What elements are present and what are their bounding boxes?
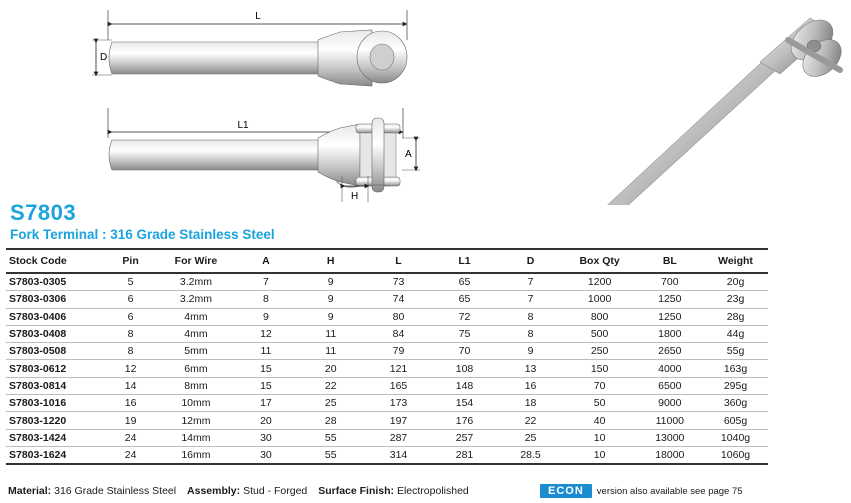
table-cell: 9 bbox=[498, 343, 562, 360]
table-cell: 16 bbox=[498, 377, 562, 394]
table-cell: 55 bbox=[295, 446, 366, 464]
table-cell: 4000 bbox=[637, 360, 704, 377]
table-cell: 55g bbox=[703, 343, 768, 360]
column-header: For Wire bbox=[155, 249, 237, 273]
table-cell: 74 bbox=[366, 291, 430, 308]
table-cell: 25 bbox=[498, 429, 562, 446]
table-cell: S7803-1624 bbox=[6, 446, 106, 464]
table-row bbox=[6, 325, 768, 342]
table-cell: 18 bbox=[498, 395, 562, 412]
table-cell: 8 bbox=[237, 291, 295, 308]
table-cell: 6 bbox=[106, 291, 155, 308]
table-cell: 17 bbox=[237, 395, 295, 412]
table-cell: 121 bbox=[366, 360, 430, 377]
table-cell: 30 bbox=[237, 429, 295, 446]
dimension-label-L: L bbox=[255, 11, 261, 22]
table-cell: 11000 bbox=[637, 412, 704, 429]
table-row bbox=[6, 446, 768, 464]
table-cell: 22 bbox=[498, 412, 562, 429]
table-row bbox=[6, 273, 768, 291]
table-row bbox=[6, 343, 768, 360]
table-cell: 13 bbox=[498, 360, 562, 377]
table-cell: 84 bbox=[366, 325, 430, 342]
table-cell: 50 bbox=[563, 395, 637, 412]
dimension-label-H: H bbox=[351, 191, 359, 202]
table-cell: 605g bbox=[703, 412, 768, 429]
column-header: A bbox=[237, 249, 295, 273]
product-code-title: S7803 bbox=[10, 200, 77, 225]
table-cell: 154 bbox=[431, 395, 499, 412]
table-cell: 250 bbox=[563, 343, 637, 360]
table-cell: 108 bbox=[431, 360, 499, 377]
table-cell: 9 bbox=[295, 291, 366, 308]
table-cell: 72 bbox=[431, 308, 499, 325]
table-cell: 150 bbox=[563, 360, 637, 377]
table-cell: 6mm bbox=[155, 360, 237, 377]
table-row bbox=[6, 429, 768, 446]
table-cell: 5mm bbox=[155, 343, 237, 360]
dimension-label-L1: L1 bbox=[237, 120, 249, 131]
spec-table bbox=[6, 248, 768, 465]
table-cell: S7803-0408 bbox=[6, 325, 106, 342]
table-cell: 8 bbox=[498, 308, 562, 325]
table-row bbox=[6, 291, 768, 308]
table-cell: 7 bbox=[498, 273, 562, 291]
table-cell: 24 bbox=[106, 429, 155, 446]
econ-note bbox=[540, 484, 743, 498]
table-cell: 70 bbox=[563, 377, 637, 394]
technical-drawings bbox=[0, 0, 851, 205]
table-cell: 30 bbox=[237, 446, 295, 464]
table-cell: S7803-0814 bbox=[6, 377, 106, 394]
table-cell: 65 bbox=[431, 273, 499, 291]
table-cell: S7803-0306 bbox=[6, 291, 106, 308]
table-cell: 1000 bbox=[563, 291, 637, 308]
table-cell: 1250 bbox=[637, 291, 704, 308]
assembly-value: Stud - Forged bbox=[243, 485, 308, 497]
table-row bbox=[6, 412, 768, 429]
table-cell: 15 bbox=[237, 377, 295, 394]
table-cell: S7803-0305 bbox=[6, 273, 106, 291]
table-cell: S7803-1016 bbox=[6, 395, 106, 412]
table-cell: 1800 bbox=[637, 325, 704, 342]
table-cell: 23g bbox=[703, 291, 768, 308]
finish-label: Surface Finish: bbox=[318, 485, 395, 497]
fork-terminal-top-view bbox=[92, 10, 407, 86]
table-cell: 11 bbox=[237, 343, 295, 360]
table-cell: 9 bbox=[295, 308, 366, 325]
table-cell: 65 bbox=[431, 291, 499, 308]
table-cell: 8 bbox=[106, 343, 155, 360]
table-cell: 13000 bbox=[637, 429, 704, 446]
table-cell: 163g bbox=[703, 360, 768, 377]
table-cell: 28.5 bbox=[498, 446, 562, 464]
table-cell: S7803-1424 bbox=[6, 429, 106, 446]
table-cell: 12mm bbox=[155, 412, 237, 429]
table-cell: 12 bbox=[106, 360, 155, 377]
table-cell: 295g bbox=[703, 377, 768, 394]
table-cell: 4mm bbox=[155, 308, 237, 325]
column-header: D bbox=[498, 249, 562, 273]
table-cell: 5 bbox=[106, 273, 155, 291]
table-cell: 7 bbox=[498, 291, 562, 308]
table-cell: 4mm bbox=[155, 325, 237, 342]
table-cell: 2650 bbox=[637, 343, 704, 360]
table-cell: 3.2mm bbox=[155, 291, 237, 308]
table-cell: S7803-0508 bbox=[6, 343, 106, 360]
table-cell: 9000 bbox=[637, 395, 704, 412]
table-cell: 165 bbox=[366, 377, 430, 394]
table-cell: 257 bbox=[431, 429, 499, 446]
econ-note-text: version also available see page 75 bbox=[596, 485, 743, 497]
table-cell: 197 bbox=[366, 412, 430, 429]
table-cell: 1250 bbox=[637, 308, 704, 325]
table-cell: 28 bbox=[295, 412, 366, 429]
table-cell: 8mm bbox=[155, 377, 237, 394]
material-value: 316 Grade Stainless Steel bbox=[54, 485, 177, 497]
econ-badge: ECON bbox=[540, 484, 592, 498]
column-header: L bbox=[366, 249, 430, 273]
table-cell: 14 bbox=[106, 377, 155, 394]
table-cell: 6500 bbox=[637, 377, 704, 394]
table-cell: 9 bbox=[237, 308, 295, 325]
table-row bbox=[6, 395, 768, 412]
table-cell: 25 bbox=[295, 395, 366, 412]
table-cell: 11 bbox=[295, 343, 366, 360]
table-cell: 15 bbox=[237, 360, 295, 377]
table-cell: 44g bbox=[703, 325, 768, 342]
table-cell: 8 bbox=[498, 325, 562, 342]
table-cell: 173 bbox=[366, 395, 430, 412]
finish-value: Electropolished bbox=[396, 485, 469, 497]
table-cell: 40 bbox=[563, 412, 637, 429]
table-cell: 28g bbox=[703, 308, 768, 325]
column-header: Box Qty bbox=[563, 249, 637, 273]
table-cell: 8 bbox=[106, 325, 155, 342]
table-cell: 55 bbox=[295, 429, 366, 446]
table-cell: 70 bbox=[431, 343, 499, 360]
column-header: Pin bbox=[106, 249, 155, 273]
table-cell: 800 bbox=[563, 308, 637, 325]
table-cell: 1060g bbox=[703, 446, 768, 464]
table-cell: 11 bbox=[295, 325, 366, 342]
product-subtitle: Fork Terminal : 316 Grade Stainless Steel bbox=[10, 227, 275, 242]
dimension-label-D: D bbox=[100, 52, 108, 63]
assembly-label: Assembly: bbox=[187, 485, 241, 497]
table-cell: 12 bbox=[237, 325, 295, 342]
table-cell: S7803-1220 bbox=[6, 412, 106, 429]
table-cell: 700 bbox=[637, 273, 704, 291]
dimension-label-A: A bbox=[405, 149, 412, 160]
table-header-row bbox=[6, 249, 768, 273]
table-cell: 80 bbox=[366, 308, 430, 325]
column-header: BL bbox=[637, 249, 704, 273]
column-header: H bbox=[295, 249, 366, 273]
table-cell: 75 bbox=[431, 325, 499, 342]
table-cell: 281 bbox=[431, 446, 499, 464]
table-cell: 18000 bbox=[637, 446, 704, 464]
table-cell: 1200 bbox=[563, 273, 637, 291]
column-header: Stock Code bbox=[6, 249, 106, 273]
material-label: Material: bbox=[8, 485, 52, 497]
table-cell: 22 bbox=[295, 377, 366, 394]
table-cell: 20 bbox=[295, 360, 366, 377]
table-cell: 6 bbox=[106, 308, 155, 325]
footer-specs bbox=[8, 485, 469, 497]
table-cell: 3.2mm bbox=[155, 273, 237, 291]
table-cell: 10mm bbox=[155, 395, 237, 412]
table-cell: 1040g bbox=[703, 429, 768, 446]
table-cell: 148 bbox=[431, 377, 499, 394]
table-row bbox=[6, 377, 768, 394]
column-header: L1 bbox=[431, 249, 499, 273]
table-cell: 19 bbox=[106, 412, 155, 429]
table-cell: 176 bbox=[431, 412, 499, 429]
table-cell: 24 bbox=[106, 446, 155, 464]
table-cell: 73 bbox=[366, 273, 430, 291]
table-cell: 20g bbox=[703, 273, 768, 291]
product-photo bbox=[596, 12, 848, 205]
fork-terminal-side-view bbox=[108, 108, 420, 202]
table-cell: 14mm bbox=[155, 429, 237, 446]
table-cell: S7803-0612 bbox=[6, 360, 106, 377]
table-cell: S7803-0406 bbox=[6, 308, 106, 325]
table-cell: 314 bbox=[366, 446, 430, 464]
table-cell: 7 bbox=[237, 273, 295, 291]
table-cell: 9 bbox=[295, 273, 366, 291]
table-cell: 500 bbox=[563, 325, 637, 342]
table-cell: 20 bbox=[237, 412, 295, 429]
column-header: Weight bbox=[703, 249, 768, 273]
table-cell: 79 bbox=[366, 343, 430, 360]
table-cell: 10 bbox=[563, 429, 637, 446]
table-cell: 16mm bbox=[155, 446, 237, 464]
table-row bbox=[6, 308, 768, 325]
table-cell: 287 bbox=[366, 429, 430, 446]
table-cell: 360g bbox=[703, 395, 768, 412]
table-cell: 10 bbox=[563, 446, 637, 464]
table-cell: 16 bbox=[106, 395, 155, 412]
table-row bbox=[6, 360, 768, 377]
